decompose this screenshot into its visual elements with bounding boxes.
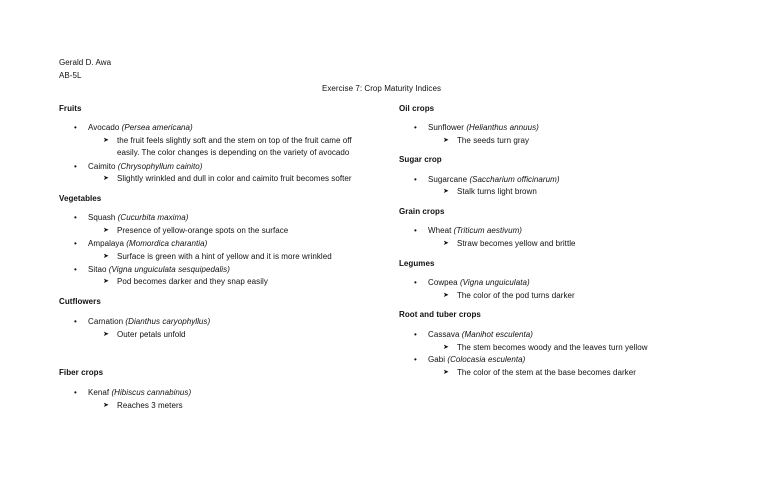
bullet-icon: • xyxy=(414,175,417,184)
arrow-bullet-icon: ➤ xyxy=(103,253,109,260)
list-item-sitao xyxy=(88,265,230,275)
page-title: Exercise 7: Crop Maturity Indices xyxy=(322,84,442,93)
bullet-icon: • xyxy=(414,330,417,339)
scientific-name: (Dianthus caryophyllus) xyxy=(125,317,211,326)
scientific-name: (Colocasia esculenta) xyxy=(447,355,526,364)
bullet-icon: • xyxy=(74,123,77,132)
scientific-name: (Saccharium officinarum) xyxy=(469,175,560,184)
bullet-icon: • xyxy=(414,226,417,235)
description-squash: Presence of yellow-orange spots on the surface xyxy=(117,226,289,235)
bullet-icon: • xyxy=(414,355,417,364)
description-sugarcane: Stalk turns light brown xyxy=(457,187,537,196)
bullet-icon: • xyxy=(74,213,77,222)
description-carnation: Outer petals unfold xyxy=(117,330,186,339)
arrow-bullet-icon: ➤ xyxy=(103,402,109,409)
heading-fruits: Fruits xyxy=(59,104,82,113)
description-caimito: Slightly wrinkled and dull in color and caimito fruit becomes softer xyxy=(117,174,352,183)
crop-name: Avocado xyxy=(88,123,120,132)
scientific-name: (Momordica charantia) xyxy=(126,239,208,248)
bullet-icon: • xyxy=(74,239,77,248)
heading-grain-crops: Grain crops xyxy=(399,207,445,216)
section-code: AB-5L xyxy=(59,71,82,80)
scientific-name: (Helianthus annuus) xyxy=(466,123,539,132)
crop-name: Ampalaya xyxy=(88,239,124,248)
scientific-name: (Chrysophyllum cainito) xyxy=(117,162,203,171)
description-gabi: The color of the stem at the base becomes darker xyxy=(457,368,636,377)
arrow-bullet-icon: ➤ xyxy=(103,331,109,338)
crop-name: Sunflower xyxy=(428,123,465,132)
scientific-name: (Manihot esculenta) xyxy=(461,330,533,339)
bullet-icon: • xyxy=(414,123,417,132)
crop-name: Caimito xyxy=(88,162,116,171)
list-item-cassava xyxy=(428,330,533,340)
crop-name: Wheat xyxy=(428,226,452,235)
crop-name: Sugarcane xyxy=(428,175,468,184)
bullet-icon: • xyxy=(74,388,77,397)
description-kenaf: Reaches 3 meters xyxy=(117,401,183,410)
list-item-carnation xyxy=(88,317,210,327)
arrow-bullet-icon: ➤ xyxy=(443,344,449,351)
crop-name: Squash xyxy=(88,213,116,222)
heading-root-tuber-crops: Root and tuber crops xyxy=(399,310,481,319)
scientific-name: (Triticum aestivum) xyxy=(453,226,523,235)
description-avocado-1: the fruit feels slightly soft and the stem on top of the fruit came off xyxy=(117,136,352,145)
heading-vegetables: Vegetables xyxy=(59,194,102,203)
heading-cutflowers: Cutflowers xyxy=(59,297,101,306)
bullet-icon: • xyxy=(74,162,77,171)
heading-fiber-crops: Fiber crops xyxy=(59,368,104,377)
list-item-caimito xyxy=(88,162,202,172)
heading-oil-crops: Oil crops xyxy=(399,104,435,113)
description-avocado-2: easily. The color changes is depending on the variety of avocado xyxy=(117,148,350,157)
arrow-bullet-icon: ➤ xyxy=(443,137,449,144)
description-sunflower: The seeds turn gray xyxy=(457,136,530,145)
bullet-icon: • xyxy=(74,317,77,326)
arrow-bullet-icon: ➤ xyxy=(443,240,449,247)
list-item-cowpea xyxy=(428,278,530,288)
list-item-gabi xyxy=(428,355,525,365)
scientific-name: (Cucurbita maxima) xyxy=(117,213,189,222)
bullet-icon: • xyxy=(414,278,417,287)
description-cowpea: The color of the pod turns darker xyxy=(457,291,575,300)
heading-sugar-crop: Sugar crop xyxy=(399,155,442,164)
list-item-avocado xyxy=(88,123,193,133)
scientific-name: (Hibiscus cannabinus) xyxy=(111,388,192,397)
list-item-kenaf xyxy=(88,388,191,398)
list-item-sugarcane xyxy=(428,175,560,185)
description-sitao: Pod becomes darker and they snap easily xyxy=(117,277,268,286)
crop-name: Carnation xyxy=(88,317,124,326)
list-item-sunflower xyxy=(428,123,539,133)
arrow-bullet-icon: ➤ xyxy=(103,137,109,144)
crop-name: Cassava xyxy=(428,330,460,339)
list-item-squash xyxy=(88,213,188,223)
description-wheat: Straw becomes yellow and brittle xyxy=(457,239,576,248)
arrow-bullet-icon: ➤ xyxy=(443,188,449,195)
scientific-name: (Vigna unguiculata) xyxy=(459,278,530,287)
arrow-bullet-icon: ➤ xyxy=(103,175,109,182)
description-cassava: The stem becomes woody and the leaves turn yellow xyxy=(457,343,648,352)
arrow-bullet-icon: ➤ xyxy=(443,369,449,376)
scientific-name: (Vigna unguiculata sesquipedalis) xyxy=(108,265,230,274)
arrow-bullet-icon: ➤ xyxy=(103,278,109,285)
crop-name: Gabi xyxy=(428,355,446,364)
list-item-ampalaya xyxy=(88,239,207,249)
author-name: Gerald D. Awa xyxy=(59,58,112,67)
crop-name: Cowpea xyxy=(428,278,458,287)
description-ampalaya: Surface is green with a hint of yellow and it is more wrinkled xyxy=(117,252,332,261)
scientific-name: (Persea americana) xyxy=(121,123,193,132)
crop-name: Kenaf xyxy=(88,388,110,397)
crop-name: Sitao xyxy=(88,265,107,274)
list-item-wheat xyxy=(428,226,522,236)
arrow-bullet-icon: ➤ xyxy=(103,227,109,234)
arrow-bullet-icon: ➤ xyxy=(443,292,449,299)
bullet-icon: • xyxy=(74,265,77,274)
heading-legumes: Legumes xyxy=(399,259,435,268)
